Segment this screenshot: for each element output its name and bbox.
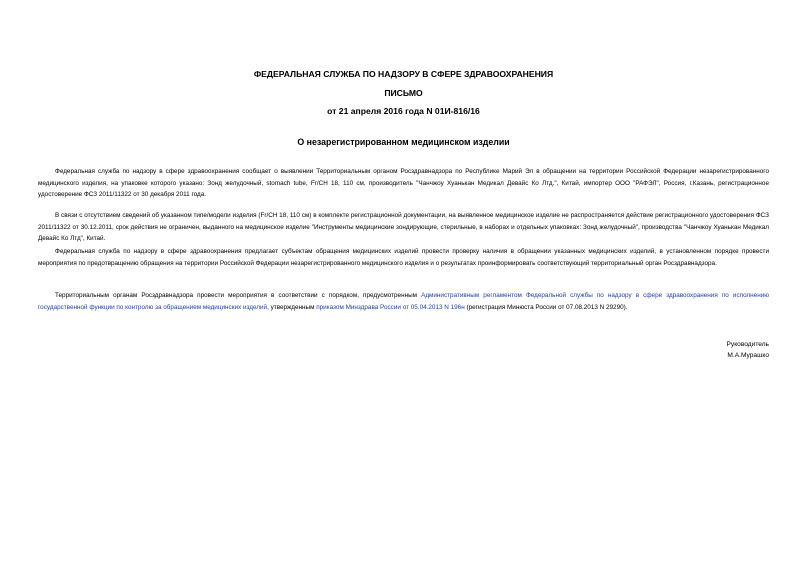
- paragraph-4-start: Территориальным органам Росздравнадзора провести мероприятия в соответствии с порядком, предусмотренным: [55, 292, 422, 299]
- agency-name: ФЕДЕРАЛЬНАЯ СЛУЖБА ПО НАДЗОРУ В СФЕРЕ ЗДРАВООХРАНЕНИЯ: [253, 69, 554, 79]
- document-title: О незарегистрированном медицинском изделии: [297, 137, 510, 147]
- document-date-number: от 21 апреля 2016 года N 01И-816/16: [327, 106, 480, 116]
- admin-regulation-link[interactable]: Административным регламентом Федеральной службы по надзору в сфере здравоохранения по исполнению государственной функции по контролю за обращением медицинских изделий: [38, 292, 769, 311]
- paragraph-4: [38, 290, 769, 313]
- signatory-position: Руководитель: [726, 341, 769, 348]
- signatory-name: М.А.Мурашко: [727, 352, 769, 359]
- paragraph-4-end: (регистрация Минюста России от 07.08.2013 N 29290).: [464, 303, 628, 311]
- paragraph-1: Федеральная служба по надзору в сфере здравоохранения сообщает о выявлении Территориальным органом Росздравнадзора по Республике Марий Эл в обращении на территории Российской Федерации незарегистрированного медицинского изделия, на упаковке которого указано: Зонд желудочный, stomach tube, Fr/CH 18, 110 см, производитель "Чанчжоу Хуанькан Медикал Девайс Ко Лтд.", Китай, импортер ООО "РАФЭЛ", Россия, г.Казань, регистрационное удостоверение ФСЗ 2011/11322 от 30 декабря 2011 года.: [38, 168, 769, 198]
- paragraph-3: Федеральная служба по надзору в сфере здравоохранения предлагает субъектам обращения медицинских изделий провести проверку наличия в обращении указанных медицинских изделий, в установленном порядке провести мероприятия по предотвращению обращения на территории Российской Федерации незарегистрированного медицинского изделия и о результатах проинформировать соответствующий территориальный орган Росздравнадзора.: [38, 248, 769, 267]
- paragraph-2: В связи с отсутствием сведений об указанном типе/модели изделия (Fr/CH 18, 110 см) в комплекте регистрационной документации, на выявленное медицинское изделие не распространяется действие регистрационного удостоверения ФСЗ 2011/11322 от 30.12.2011, срок действия не ограничен, выданного на медицинское изделие "Инструменты медицинские зондирующие, стерильные, в наборах и отдельных упаковках: Зонд желудочный", производства "Чанчжоу Хуанькан Медикал Девайс Ко Лтд", Китай.: [38, 212, 769, 242]
- paragraph-4-middle: , утвержденным: [267, 303, 317, 311]
- document-type: ПИСЬМО: [384, 88, 423, 98]
- ministry-order-link[interactable]: приказом Минздрава России от 05.04.2013 N 196н: [316, 303, 465, 311]
